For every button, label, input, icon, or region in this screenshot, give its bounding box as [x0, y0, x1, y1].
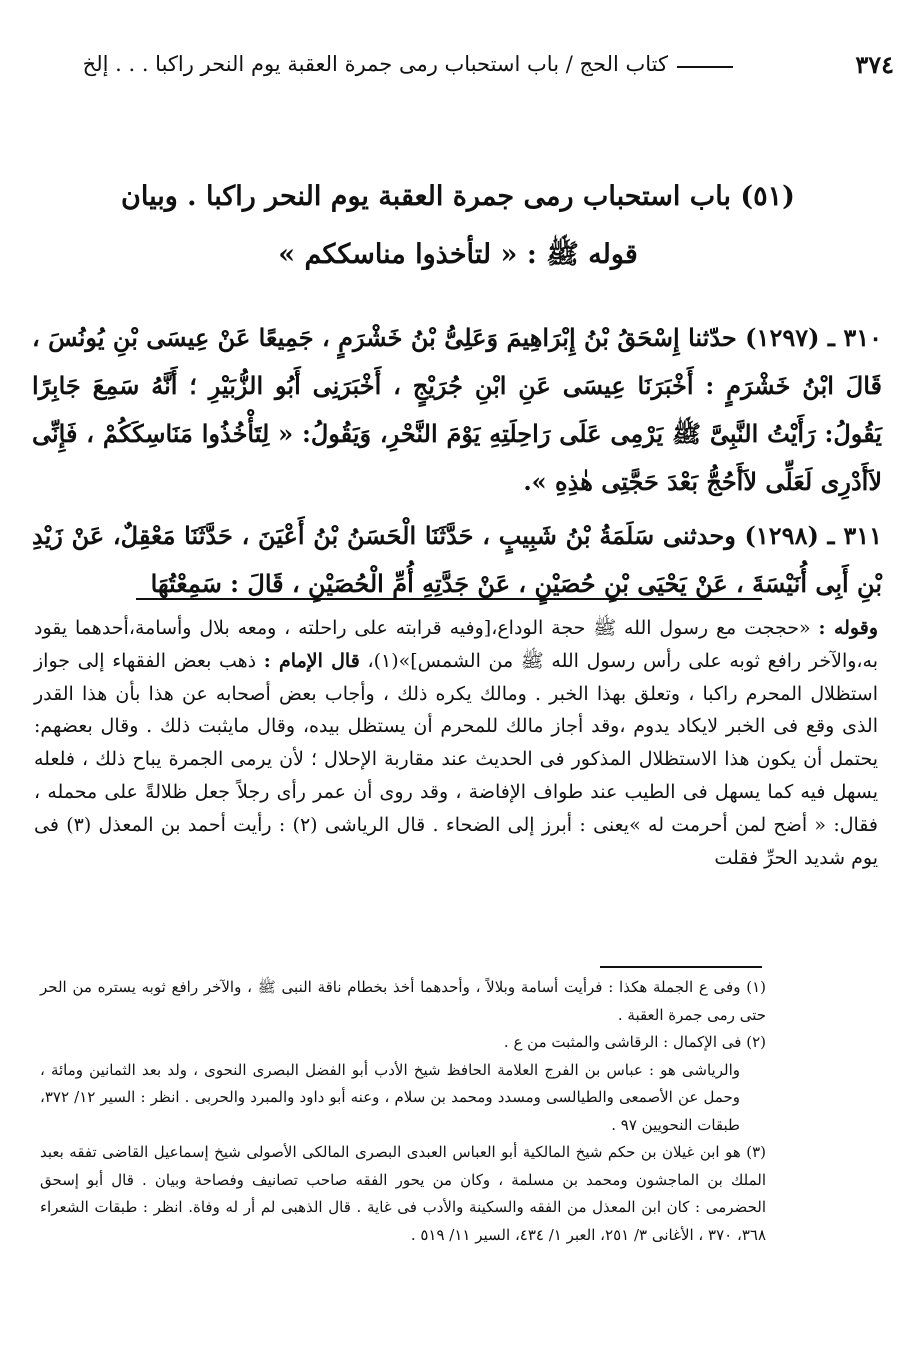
- footnote-1: (١) وفى ع الجملة هكذا : فرأيت أسامة وبلالاً ، وأحدهما أخذ بخطام ناقة النبى ﷺ ، والآخر رافع ثوبه يستره من الحر حتى رمى جمرة العقبة .: [40, 978, 766, 1024]
- footnotes: [40, 974, 766, 1249]
- commentary-label-qawluh: وقوله :: [818, 617, 879, 639]
- commentary-part-2: ذهب بعض الفقهاء إلى جواز استظلال المحرم راكبا ، وتعلق بهذا الخبر . ومالك يكره ذلك ، وأجاب بعض أصحابه عن هذا بأن هذا القدر الذى وقع فى الخبر لايكاد يدوم ،وقد أجاز مالك للمحرم أن يستظل بيده، وقال مايثبت ذلك . وقال بعضهم: يحتمل أن يكون هذا الاستظلال المذكور فى الحديث عند مقاربة الإحلال ؛ لأن يرمى الجمرة يباح ذلك ، فلعله يسهل فيه كما يسهل فى الطيب عند طواف الإفاضة ، وقد روى أن عمر رأى رجلاً جعل ظلالةً على محمله ، فقال: « أضح لمن أحرمت له »يعنى : أبرز إلى الضحاء . قال الرياشى (٢) : رأيت أحمد بن المعذل (٣) فى يوم شديد الحرِّ فقلت: [34, 649, 879, 869]
- commentary-part-1: «حججت مع رسول الله ﷺ حجة الوداع،[وفيه قرابته على راحلته ، ومعه بلال وأسامة،أحدهما يقود به،والآخر رافع ثوبه على رأس رسول الله ﷺ من الشمس]»(١)،: [34, 617, 879, 672]
- footnotes-rule: [600, 966, 762, 968]
- footnote-2: (٢) فى الإكمال : الرقاشى والمثبت من ع .: [503, 1033, 766, 1051]
- chapter-title-line-2: قوله ﷺ : « لتأخذوا مناسككم »: [278, 239, 638, 270]
- page-number: ٣٧٤: [855, 50, 894, 79]
- running-title: كتاب الحج / باب استحباب رمى جمرة العقبة يوم النحر راكبا . . . إلخ: [82, 52, 668, 76]
- commentary-rule: [136, 598, 762, 600]
- footnote-2-continuation: والرياشى هو : عباس بن الفرج العلامة الحافظ شيخ الأدب أبو الفضل البصرى النحوى ، ولد بعد الثمانين ومائة ، وحمل عن الأصمعى والطيالسى ومسدد ومحمد بن سلام ، وعنه أبو داود والمبرد والحربى . انظر : السير ١٢/ ٣٧٢، طبقات النحويين ٩٧ .: [40, 1060, 740, 1134]
- commentary-label-imam: قال الإمام :: [263, 649, 360, 672]
- chapter-title: [40, 168, 876, 284]
- hadith-310: ٣١٠ ـ (١٢٩٧) حدّثنا إِسْحَقُ بْنُ إِبْرَاهِيمَ وَعَلِىُّ بْنُ خَشْرَمٍ ، جَمِيعًا عَنْ عِيسَى بْنِ يُونُسَ ، قَالَ ابْنُ خَشْرَمٍ : أَخْبَرَنَا عِيسَى عَنِ ابْنِ جُرَيْجٍ ، أَخْبَرَنِى أَبُو الزُّبَيْرِ ؛ أَنَّهُ سَمِعَ جَابِرًا يَقُولُ: رَأَيْتُ النَّبِىَّ ﷺ يَرْمِى عَلَى رَاحِلَتِهِ يَوْمَ النَّحْرِ، وَيَقُولُ: « لِتَأْخُذُوا مَنَاسِكَكُمْ ، فَإِنِّى لاَأَدْرِى لَعَلِّى لاَأَحُجُّ بَعْدَ حَجَّتِى هٰذِهِ ».: [32, 323, 882, 496]
- footnote-3: (٣) هو ابن غيلان بن حكم شيخ المالكية أبو العباس العبدى البصرى المالكى الأصولى شيخ إسماعيل القاضى تفقه بعبد الملك بن الماجشون ومحمد بن مسلمة ، وكان من يحور الفقه صاحب تصانيف وفصاحة وبيان . قال أبو إسحق الحضرمى : كان ابن المعذل من الفقه والسكينة والأدب فى غاية . قال الذهبى لم أر له وفاة. انظر : طبقات الشعراء ٣٦٨، ٣٧٠ ، الأغانى ٣/ ٢٥١، العبر ١/ ٤٣٤، السير ١١/ ٥١٩ .: [40, 1143, 766, 1244]
- hadith-311: ٣١١ ـ (١٢٩٨) وحدثنى سَلَمَةُ بْنُ شَبِيبٍ ، حَدَّثَنَا الْحَسَنُ بْنُ أَعْيَنَ ، حَدَّثَنَا مَعْقِلٌ، عَنْ زَيْدِ بْنِ أَبِى أُنَيْسَةَ ، عَنْ يَحْيَى بْنِ حُصَيْنٍ ، عَنْ جَدَّتِهِ أُمِّ الْحُصَيْنِ ، قَالَ : سَمِعْتُهَا: [32, 521, 882, 598]
- header-rule: [677, 66, 733, 68]
- commentary: [34, 612, 878, 874]
- chapter-title-line-1: (٥١) باب استحباب رمى جمرة العقبة يوم النحر راكبا . وبيان: [121, 181, 795, 212]
